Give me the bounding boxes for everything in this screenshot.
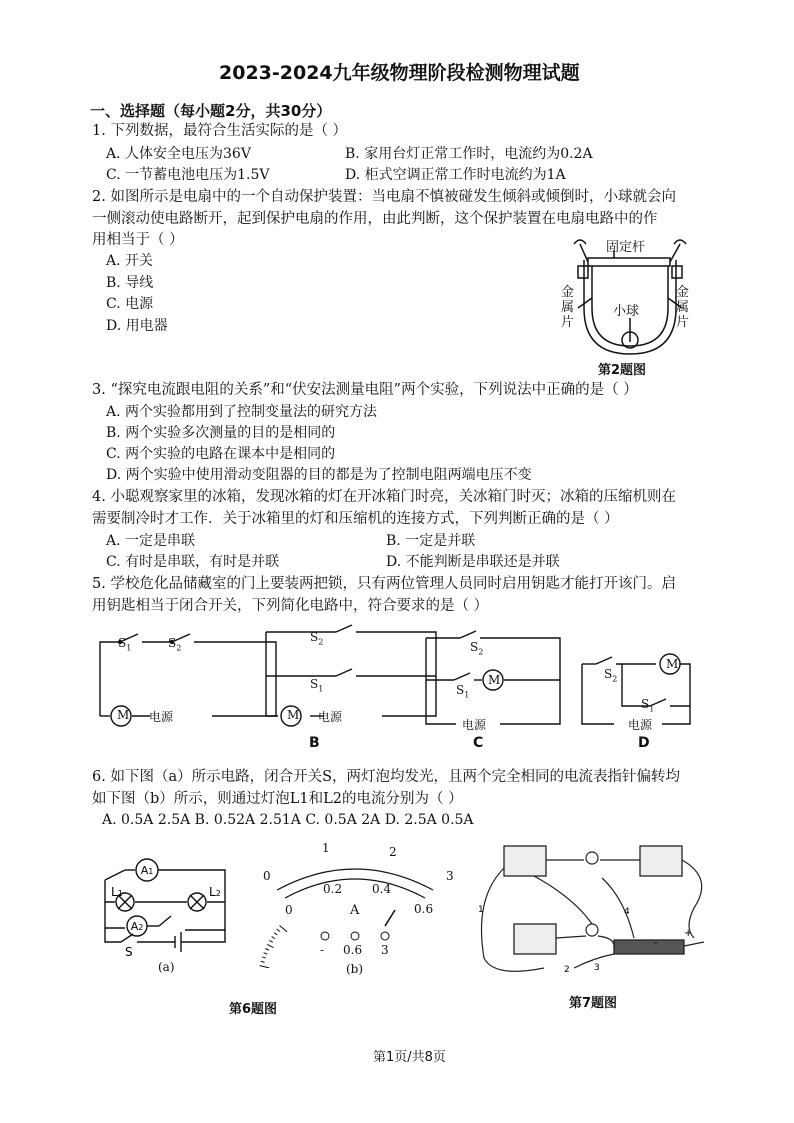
q2-caption: 第2题图 [598,363,647,378]
circuit-b-motor: M [287,708,300,722]
q4-line2: 需要制冷时才工作．关于冰箱里的灯和压缩机的连接方式，下列判断正确的是（ ） [92,511,619,527]
circuit-b-s1: $S_1$ [310,677,324,694]
svg-text:2: 2 [564,965,570,975]
meter-top-0: 0 [263,869,271,883]
q1-option-a: A. 人体安全电压为36V [106,146,251,162]
ammeter-1 [504,846,546,876]
section-heading: 一、选择题（每小题2分，共30分） [90,102,332,120]
meter-tick [279,926,287,932]
fixed-rod [588,258,670,266]
terminal-0-6: 0.6 [343,943,363,957]
q5-circuit-options [90,620,710,752]
svg-text:A1: A1 [140,864,154,877]
battery-pack [614,940,684,954]
q1-option-b: B. 家用台灯正常工作时，电流约为0.2A [345,146,593,162]
q7-circuit-photo [474,838,724,988]
meter-unit: A [350,903,360,918]
meter-tick [265,949,269,951]
meter-top-2: 2 [389,845,397,859]
meter-tick [274,933,277,935]
q4-option-d: D. 不能判断是串联还是并联 [386,554,560,570]
q6-line1: 6. 如下图（a）所示电路，闭合开关S，两灯泡均发光，且两个完全相同的电流表指针偏转均 [92,769,681,785]
q5-line2: 用钥匙相当于闭合开关，下列简化电路中，符合要求的是（ ） [92,598,489,614]
meter-tick [269,940,272,942]
q6-circuit-a [95,850,245,960]
ammeter-2 [640,846,682,876]
svg-text:L2: L2 [209,885,221,899]
meter-tick [260,966,270,968]
svg-text:1: 1 [478,905,484,915]
q1-option-c: C. 一节蓄电池电压为1.5V [106,167,270,183]
meter-tick [272,937,275,939]
meter-tick [267,944,273,947]
circuit-d-source: 电源 [628,718,653,732]
q1-option-d: D. 柜式空调正常工作时电流约为1A [345,167,566,183]
svg-text:3: 3 [594,963,600,973]
ammeter-3 [514,924,556,954]
meter-bottom-3: 0.6 [414,902,434,916]
q6-b-label: (b) [346,962,364,976]
circuit-c-s1: $S_1$ [456,683,470,700]
circuit-c-source: 电源 [462,718,487,732]
circuit-d-label: D [638,735,650,751]
circuit-b-s2: $S_2$ [310,630,324,647]
q4-option-b: B. 一定是并联 [386,533,476,549]
circuit-d-s2: $S_2$ [604,667,618,684]
q1-stem: 1. 下列数据，最符合生活实际的是（ ） [92,123,348,139]
meter-tick [261,961,265,962]
q3-option-a: A. 两个实验都用到了控制变量法的研究方法 [106,404,378,420]
circuit-c-s2: $S_2$ [470,640,484,657]
q2-option-d: D. 用电器 [106,318,168,334]
meter-top-3: 3 [446,869,454,883]
meter-tick [262,957,266,958]
q3-stem: 3. “探究电流跟电阻的关系”和“伏安法测量电阻”两个实验，下列说法中正确的是（ ） [92,382,638,398]
circuit-c-motor: M [488,673,501,687]
q4-line1: 4. 小聪观察家里的冰箱，发现冰箱的灯在开冰箱门时亮，关冰箱门时灭；冰箱的压缩机则在 [92,489,676,505]
page-footer: 第1页/共8页 [373,1050,446,1065]
q4-option-a: A. 一定是串联 [106,533,196,549]
svg-text:S: S [125,945,133,959]
q7-caption: 第7题图 [569,996,618,1011]
circuit-c-label: C [473,735,484,751]
page-title: 2023-2024九年级物理阶段检测物理试题 [219,62,580,84]
circuit-a-s1: $S_1$ [118,636,132,653]
q3-option-b: B. 两个实验多次测量的目的是相同的 [106,425,336,441]
q2-line2: 一侧滚动使电路断开，起到保护电扇的作用，由此判断，这个保护装置在电扇电路中的作 [92,211,658,227]
meter-bottom-2: 0.4 [372,882,392,896]
q6-options: A. 0.5A 2.5A B. 0.52A 2.51A C. 0.5A 2A D. 2.5A 0.5A [102,812,474,828]
meter-tick [264,953,268,954]
q2-line3: 用相当于（ ） [92,232,184,248]
q3-option-d: D. 两个实验中使用滑动变阻器的目的都是为了控制电阻两端电压不变 [106,467,532,483]
circuit-b-label: B [309,735,320,751]
q6-caption: 第6题图 [229,1002,278,1017]
fixed-rod-label: 固定杆 [606,240,646,255]
meter-tick [277,929,280,931]
q6-line2: 如下图（b）所示，则通过灯泡L1和L2的电流分别为（ ） [92,791,463,807]
meter-bottom-1: 0.2 [323,882,343,896]
q2-option-b: B. 导线 [106,275,154,291]
circuit-a-motor: M [117,708,130,722]
circuit-a-source: 电源 [149,710,174,724]
meter-bottom-0: 0 [285,903,293,917]
svg-text:A2: A2 [130,920,144,933]
q2-option-c: C. 电源 [106,296,154,312]
left-metal-label: 金 属 片 [561,285,575,330]
circuit-a-s2: $S_2$ [168,636,182,653]
meter-top-1: 1 [322,841,330,855]
right-metal-label: 金 属 片 [676,285,690,330]
svg-text:-: - [654,938,658,949]
svg-text:4: 4 [624,907,630,917]
q6-a-label: (a) [158,960,175,974]
q3-option-c: C. 两个实验的电路在课本中是相同的 [106,446,336,462]
small-ball-label: 小球 [613,304,640,319]
q5-line1: 5. 学校危化品储藏室的门上要装两把锁，只有两位管理人员同时启用钥匙才能打开该门。启 [92,576,676,592]
terminal-3: 3 [381,943,389,957]
circuit-d-motor: M [666,657,679,671]
terminal-minus: - [320,943,325,957]
svg-text:+: + [684,928,693,939]
q2-line1: 2. 如图所示是电扇中的一个自动保护装置：当电扇不慎被碰发生倾斜或倾倒时，小球就会向 [92,189,676,205]
q4-option-c: C. 有时是串联，有时是并联 [106,554,280,570]
circuit-b-source: 电源 [318,710,343,724]
circuit-d-s1: $S_1$ [641,697,655,714]
q2-option-a: A. 开关 [106,253,154,269]
svg-text:L1: L1 [111,885,123,899]
